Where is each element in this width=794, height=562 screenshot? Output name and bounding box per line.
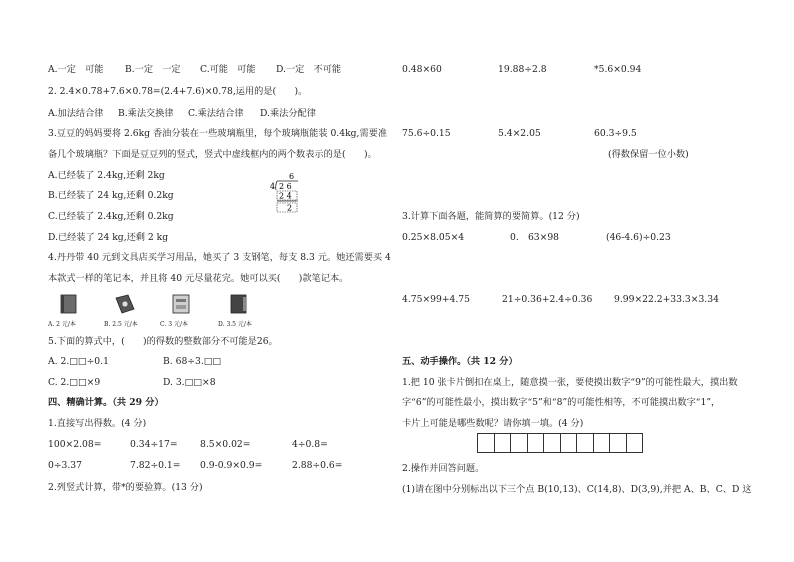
section-5-q2-title: 2.操作并回答问题。 (402, 463, 485, 474)
q1-option-c: C.可能 可能 (200, 64, 256, 75)
simplify-calc-3: (46-4.6)÷0.23 (606, 232, 671, 243)
notebook-a-label: A. 2 元/本 (48, 321, 76, 328)
notebook-c-label: C. 3 元/本 (160, 321, 188, 328)
calc-row1-col2: 0.34÷17= (130, 439, 178, 450)
section-5-q1-line2: 字“6”的可能性最小，摸出数字“5”和“8”的可能性相等，不可能摸出数字“1”， (402, 397, 721, 408)
card-box[interactable] (576, 433, 594, 453)
section-5-q2-line1: (1)请在图中分别标出以下三个点 B(10,13)、C(14,8)、D(3,9),并把 A、B、C、D 这 (402, 484, 752, 495)
section-3-title: 3.计算下面各题，能简算的要简算。(12 分) (402, 211, 580, 222)
section-4-q2-title: 2.列竖式计算，带*的要验算。(13 分) (48, 482, 203, 493)
section-4-q1-title: 1.直接写出得数。(4 分) (48, 418, 147, 429)
section-5-q1-line1: 1.把 10 张卡片倒扣在桌上，随意摸一张，要使摸出数字“9”的可能性最大，摸出数 (402, 377, 738, 388)
division-dividend: 2 6 (279, 182, 292, 191)
q3-stem-line2: 备几个玻璃瓶？下面是豆豆列的竖式，竖式中虚线框内的两个数表示的是( )。 (48, 149, 377, 160)
simplify-calc-5: 21÷0.36+2.4÷0.36 (502, 294, 593, 305)
calc-row2-col1: 0÷3.37 (48, 460, 83, 471)
card-box[interactable] (626, 433, 644, 453)
notebook-d-label: D. 3.5 元/本 (218, 321, 252, 328)
simplify-calc-2: 0. 63×98 (510, 232, 560, 243)
q1-option-a: A.一定 可能 (48, 64, 104, 75)
vertical-calc-2: 19.88÷2.8 (498, 64, 547, 75)
q5-option-d: D. 3.□□×8 (163, 377, 216, 388)
q1-option-d: D.一定 不可能 (276, 64, 342, 75)
simplify-calc-6: 9.99×22.2+33.3×3.34 (614, 294, 719, 305)
card-box[interactable] (560, 433, 578, 453)
calc-row2-col4: 2.88÷0.6= (292, 460, 343, 471)
card-box[interactable] (609, 433, 627, 453)
q5-option-a: A. 2.□□÷0.1 (48, 356, 109, 367)
card-box[interactable] (477, 433, 495, 453)
q3-option-b: B.已经装了 24 kg,还剩 0.2kg (48, 190, 174, 201)
card-answer-boxes (478, 433, 643, 453)
card-box[interactable] (510, 433, 528, 453)
calc-row1-col4: 4÷0.8= (292, 439, 328, 450)
q4-stem-line1: 4.丹丹带 40 元到文具店买学习用品，她买了 3 支钢笔，每支 8.3 元。她还需要买 4 (48, 252, 391, 263)
q2-option-d: D.乘法分配律 (260, 108, 316, 119)
notebook-b-icon (114, 294, 136, 314)
q2-option-c: C.乘法结合律 (188, 108, 244, 119)
card-box[interactable] (494, 433, 512, 453)
division-remainder: 2 (287, 203, 293, 213)
section-5-q1-line3: 卡片上可能是哪些数呢？请你填一填。(4 分) (402, 418, 584, 429)
card-box[interactable] (593, 433, 611, 453)
vertical-calc-4: 75.6÷0.15 (402, 128, 451, 139)
card-box[interactable] (543, 433, 561, 453)
simplify-calc-4: 4.75×99+4.75 (402, 294, 471, 305)
long-division-figure (256, 171, 306, 221)
calc-row2-col3: 0.9-0.9×0.9= (200, 460, 263, 471)
vertical-calc-1: 0.48×60 (402, 64, 442, 75)
section-4-title: 四、精确计算。（共 29 分） (48, 397, 164, 408)
calc-row1-col1: 100×2.08= (48, 439, 102, 450)
q5-option-b: B. 68÷3.□□ (163, 356, 222, 367)
division-product: 2 4 (279, 191, 292, 201)
q2-stem: 2. 2.4×0.78+7.6×0.78=(2.4+7.6)×0.78,运用的是( )。 (48, 86, 308, 97)
q2-option-b: B.乘法交换律 (118, 108, 174, 119)
simplify-calc-1: 0.25×8.05×4 (402, 232, 465, 243)
q4-stem-line2: 本款式一样的笔记本，并且将 40 元尽量花完。她可以买( )款笔记本。 (48, 273, 349, 284)
q3-option-d: D.已经装了 24 kg,还剩 2 kg (48, 232, 169, 243)
q1-option-b: B.一定 一定 (125, 64, 181, 75)
calc-row1-col3: 8.5×0.02= (200, 439, 251, 450)
q2-option-a: A.加法结合律 (48, 108, 104, 119)
card-box[interactable] (527, 433, 545, 453)
calc-row2-col2: 7.82÷0.1= (130, 460, 181, 471)
notebook-b-label: B. 2.5 元/本 (104, 321, 138, 328)
q3-stem-line1: 3.豆豆的妈妈要将 2.6kg 香油分装在一些玻璃瓶里，每个玻璃瓶能装 0.4kg,需要准 (48, 128, 388, 139)
division-quotient: 6 (289, 172, 295, 181)
vertical-calc-3: *5.6×0.94 (594, 64, 642, 75)
notebook-a-icon (58, 294, 80, 314)
q5-stem: 5.下面的算式中，( )的得数的整数部分不可能是26。 (48, 336, 278, 347)
vertical-calc-6: 60.3÷9.5 (594, 128, 637, 139)
notebook-d-icon (228, 294, 250, 314)
vertical-calc-5: 5.4×2.05 (498, 128, 541, 139)
division-divisor: 4 (270, 182, 276, 191)
section-5-title: 五、动手操作。（共 12 分） (402, 356, 518, 367)
q3-option-c: C.已经装了 2.4kg,还剩 0.2kg (48, 211, 174, 222)
q5-option-c: C. 2.□□×9 (48, 377, 101, 388)
q3-option-a: A.已经装了 2.4kg,还剩 2kg (48, 170, 165, 181)
rounding-note: (得数保留一位小数) (608, 149, 689, 160)
notebook-c-icon (170, 294, 192, 314)
